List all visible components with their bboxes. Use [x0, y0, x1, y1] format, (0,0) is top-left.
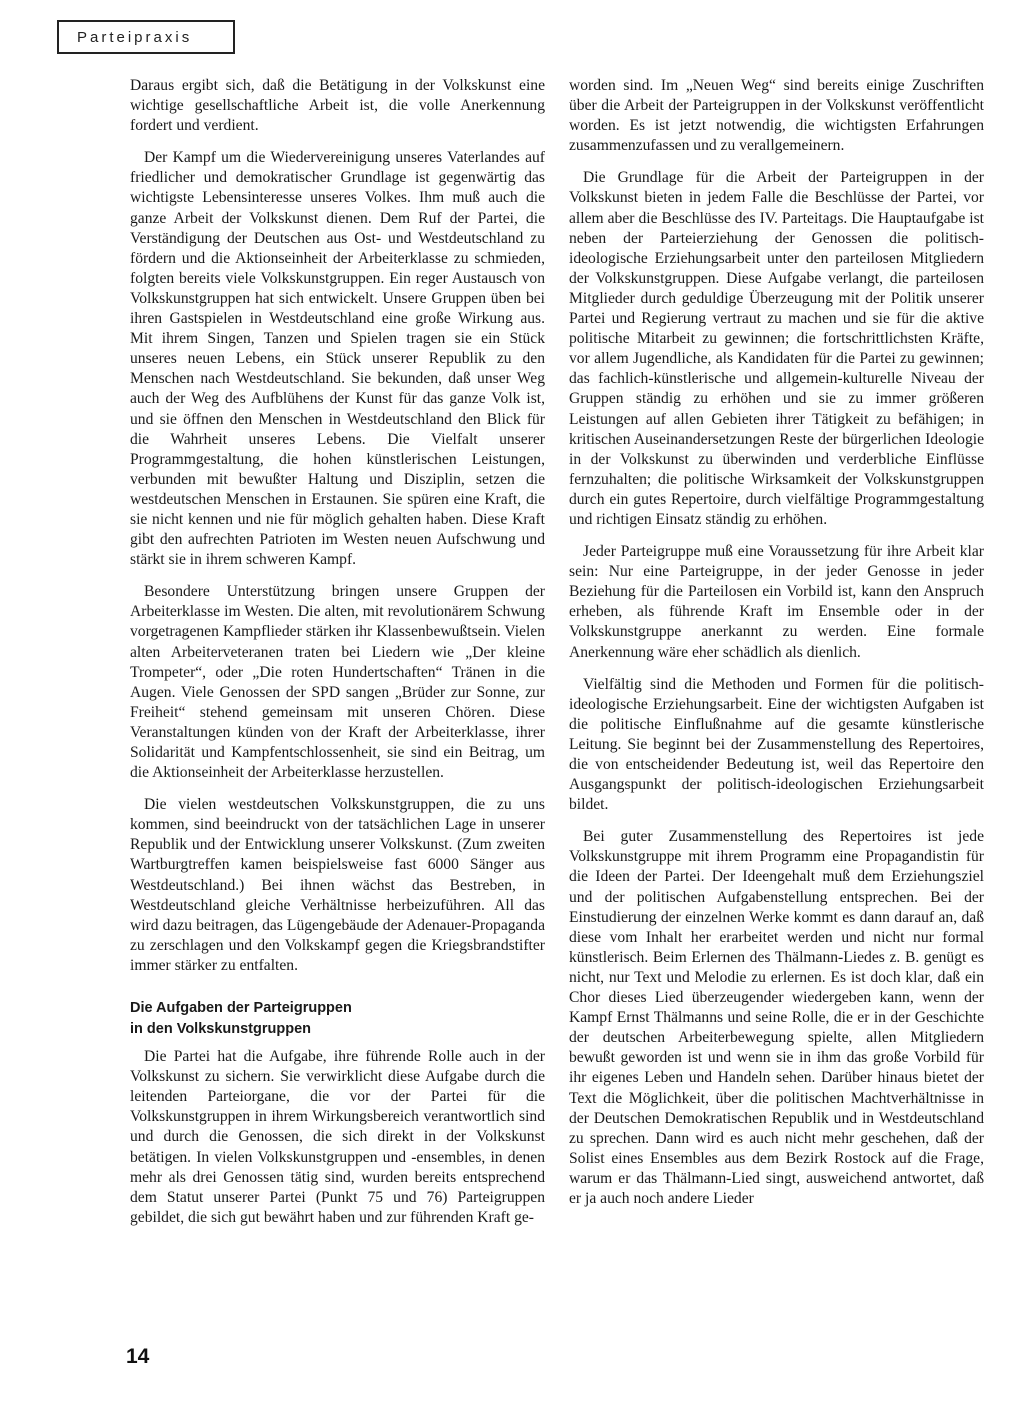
- left-text-column: [130, 76, 545, 1240]
- right-text-column: [569, 76, 984, 1221]
- body-paragraph: Bei guter Zusammenstellung des Repertoires ist jede Volkskunstgruppe mit ihrem Programm eine Propagandistin für die Ideen der Partei. Der Ideengehalt muß dem Erziehungsziel und der politischen Aufgabenstellung entsprechen. Bei der Einstudierung der einzelnen Werke kommt es dann darauf an, daß diese vom Inhalt her erarbeitet werden und nicht nur formal künstlerisch. Beim Erlernen des Thälmann-Liedes z. B. genügt es nicht, nur Text und Melodie zu erlernen. Es ist doch klar, daß ein Chor dieses Lied überzeugender wiedergeben kann, wenn der Kampf Ernst Thälmanns und seine Rolle, die er in der Geschichte der deutschen Arbeiterbewegung spielte, allen Mitgliedern bewußt geworden ist und wenn sie in ihm das große Vorbild für ihr eigenes Leben und Handeln sehen. Darüber hinaus bietet der Text die Möglichkeit, über die politischen Machtverhältnisse in der Deutschen Demokratischen Republik und in Westdeutschland zu sprechen. Dann wird es auch nicht mehr geschehen, daß der Solist eines Ensembles aus dem Bezirk Rostock auf die Frage, warum er das Thälmann-Lied singt, ausweichend antwortet, daß er ja auch noch andere Lieder: [569, 828, 984, 1207]
- section-header-label: Parteipraxis: [77, 28, 193, 46]
- body-paragraph: Daraus ergibt sich, daß die Betätigung in der Volkskunst eine wichtige gesellschaftliche Arbeit ist, die volle Anerkennung fordert und verdient.: [130, 77, 545, 135]
- page-number: 14: [126, 1345, 150, 1368]
- body-paragraph: Jeder Parteigruppe muß eine Voraussetzung für ihre Arbeit klar sein: Nur eine Parteigruppe, in der jeder Genosse in jeder Beziehung für die Parteilosen ein Vorbild ist, kann den Anspruch erheben, als führende Kraft im Ensemble oder in der Volkskunstgruppe anerkannt zu werden. Eine formale Anerkennung wäre eher schädlich als dienlich.: [569, 543, 984, 661]
- body-paragraph: Die Partei hat die Aufgabe, ihre führende Rolle auch in der Volkskunst zu sichern. Sie verwirklicht diese Aufgabe durch die leitenden Parteiorgane, die vor der Partei für die Volkskunstgruppen in ihrem Wirkungsbereich verantwortlich sind und durch die Genossen, die sich direkt in der Volkskunst betätigen. In vielen Volkskunstgruppen und -ensembles, in denen mehr als drei Genossen tätig sind, wurden bereits entsprechend dem Statut unserer Partei (Punkt 75 und 76) Parteigruppen gebildet, die sich gut bewährt haben und zur führenden Kraft ge-: [130, 1048, 545, 1226]
- body-paragraph: Besondere Unterstützung bringen unsere Gruppen der Arbeiterklasse im Westen. Die alten, mit revolutionärem Schwung vorgetragenen Kampflieder stärken ihr Klassenbewußtsein. Vielen alten Arbeiterveteranen traten bei Liedern wie „Der kleine Trompeter“, oder „Die roten Hundertschaften“ Tränen in die Augen. Viele Genossen der SPD sangen „Brüder zur Sonne, zur Freiheit“ stehend gemeinsam mit unseren Chören. Diese Veranstaltungen künden von der Kraft der Arbeiterklasse, ihrer Solidarität und Kampfentschlossenheit, sie sind ein Beitrag, um die Aktionseinheit der Arbeiterklasse herzustellen.: [130, 583, 545, 782]
- section-header-box: [57, 20, 235, 54]
- subheading-line: in den Volkskunstgruppen: [130, 1021, 311, 1038]
- body-paragraph: Der Kampf um die Wiedervereinigung unseres Vaterlandes auf friedlicher und demokratischer Grundlage ist gegenwärtig das wichtigste Lebensinteresse unseres Volkes. Ihm muß auch die ganze Arbeit der Volkskunst dienen. Dem Ruf der Partei, die Verständigung der Deutschen aus Ost- und Westdeutschland zu fördern und die Aktionseinheit der Arbeiterklasse zu schmieden, folgten bereits viele Volkskunstgruppen. Ein reger Austausch von Volkskunstgruppen hat sich entwickelt. Unsere Gruppen üben bei ihren Gastspielen in Westdeutschland eine große Wirkung aus. Mit ihrem Singen, Tanzen und Spielen tragen sie ein Stück unseres neuen Lebens, ein Stück unserer Republik zu den Menschen nach Westdeutschland. Sie bekunden, daß unser Weg auch der Weg des Aufblühens der Kunst für das ganze Volk ist, und sie öffnen den Menschen in Westdeutschland den Blick für die Wahrheit unseres Lebens. Die Vielfalt unserer Programmgestaltung, die hohen künstlerischen Leistungen, verbunden mit bewußter Haltung und Disziplin, setzen die westdeutschen Menschen in Erstaunen. Sie spüren eine Kraft, die sie nicht kennen und nie für möglich gehalten haben. Diese Kraft gibt den aufrechten Patrioten im Westen neuen Aufschwung und stärkt sie in ihrem schweren Kampf.: [130, 149, 545, 569]
- body-paragraph: Die Grundlage für die Arbeit der Parteigruppen in der Volkskunst bieten in jedem Falle die Beschlüsse der Partei, vor allem aber die Beschlüsse des IV. Parteitags. Die Hauptaufgabe ist neben der Parteierziehung der Genossen die politisch-ideologische Erziehungsarbeit unter den parteilosen Mitgliedern der Volkskunstgruppen. Diese Aufgabe verlangt, die parteilosen Mitglieder durch geduldige Überzeugung mit der Politik unserer Partei und Regierung vertraut zu machen und sie für die aktive politische Mitarbeit zu gewinnen; die fortschrittlichsten Kräfte, vor allem Jugendliche, als Kandidaten für die Partei zu gewinnen; das fachlich-künstlerische und allgemein-kulturelle Niveau der Gruppen ständig zu erhöhen und sie zu immer größeren Leistungen auf allen Gebieten ihrer Tätigkeit zu befähigen; in kritischen Auseinandersetzungen Reste der bürgerlichen Ideologie in der Volkskunst zu überwinden und verderbliche Einflüsse fernzuhalten; die politische Wirksamkeit der Volkskunstgruppen durch ein gutes Repertoire, durch vielfältige Programmgestaltung und richtigen Einsatz ständig zu erhöhen.: [569, 169, 984, 528]
- body-paragraph: Vielfältig sind die Methoden und Formen für die politisch-ideologische Erziehungsarbeit. Eine der wichtigsten Aufgaben ist die politische Einflußnahme auf die gesamte künstlerische Leitung. Sie beginnt bei der Zusammenstellung des Repertoires, die von entscheidender Bedeutung ist, weil das Repertoire den Ausgangspunkt der politisch-ideologischen Erziehungsarbeit bildet.: [569, 675, 984, 814]
- section-subheading: [130, 998, 545, 1040]
- body-paragraph: worden sind. Im „Neuen Weg“ sind bereits einige Zuschriften über die Arbeit der Parteigruppen in der Volkskunst veröffentlicht worden. Es ist jetzt notwendig, die wichtigsten Erfahrungen zusammenzufassen und zu verallgemeinern.: [569, 77, 984, 155]
- body-paragraph: Die vielen westdeutschen Volkskunstgruppen, die zu uns kommen, sind beeindruckt von der tatsächlichen Lage in unserer Republik und der Entwicklung unserer Volkskunst. (Zum zweiten Wartburgtreffen kamen beispielsweise fast 6000 Sänger aus Westdeutschland.) Bei ihnen wächst das Bestreben, in Westdeutschland gleiche Verhältnisse herbeizuführen. All das wird dazu beitragen, das Lügengebäude der Adenauer-Propaganda zu zerschlagen und den Volkskampf gegen die Kriegsbrandstifter immer stärker zu entfalten.: [130, 796, 545, 974]
- subheading-line: Die Aufgaben der Parteigruppen: [130, 1000, 352, 1017]
